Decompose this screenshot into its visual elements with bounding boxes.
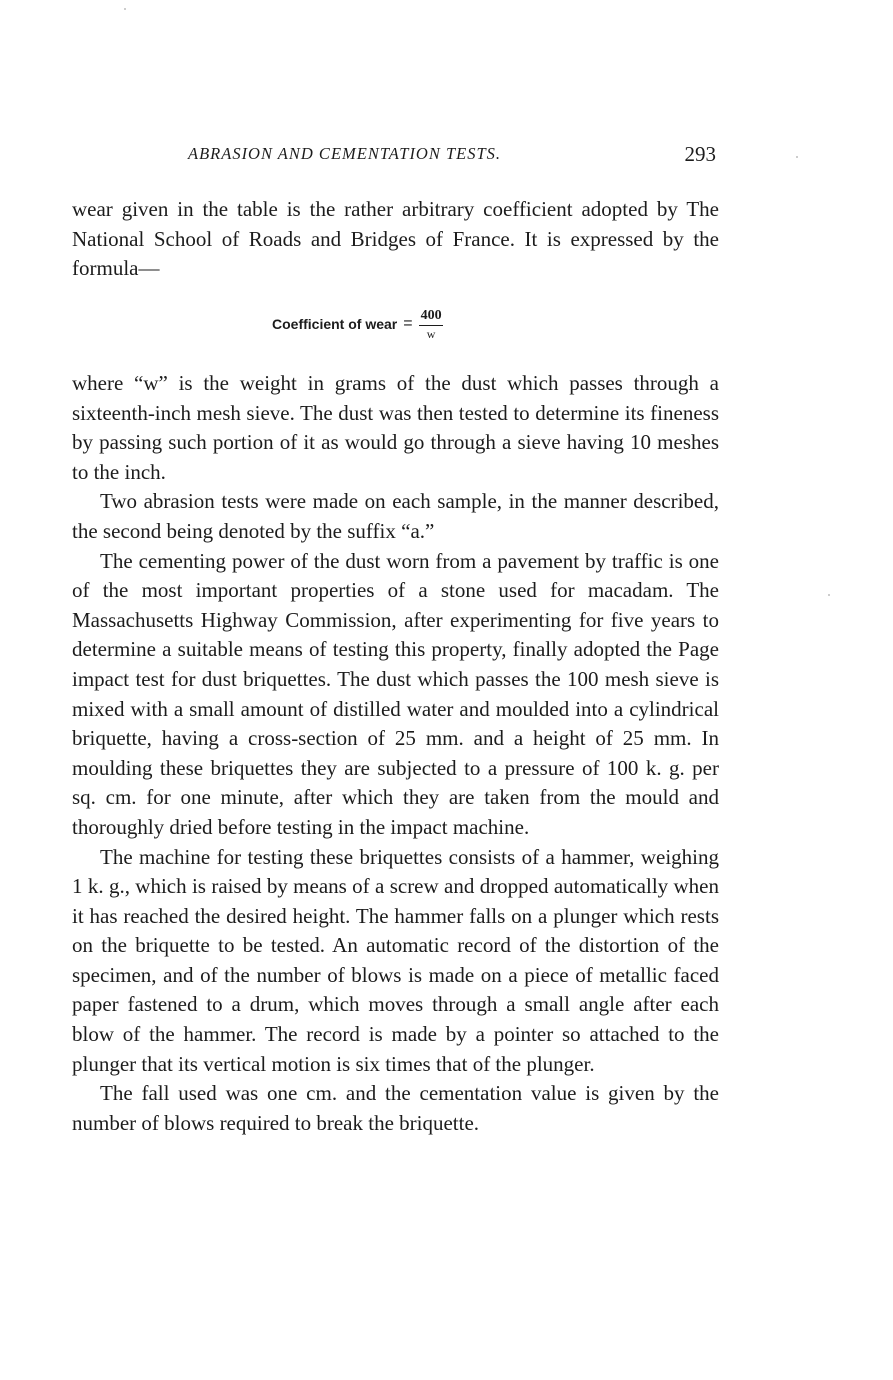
running-head (188, 144, 716, 168)
paragraph-5: The machine for testing these briquettes consists of a hammer, weighing 1 k. g., which is raised by means of a screw and dropped automatically when it has reached the desired height. The hammer falls on a plunger which rests on the briquette to be tested. An automatic record of the distortion of the specimen, and of the number of blows is made on a piece of metallic faced paper fastened to a drum, which moves through a small angle after each blow of the hammer. The record is made by a pointer so attached to the plunger that its vertical motion is six times that of the plunger. (72, 844, 719, 1076)
page-number: 293 (684, 142, 716, 166)
paragraph-6: The fall used was one cm. and the cementation value is given by the number of blows required to break the briquette. (72, 1081, 719, 1135)
paper-speck (828, 594, 830, 596)
paragraph-4: The cementing power of the dust worn from a pavement by traffic is one of the most important properties of a stone used for macadam. The Massachusetts Highway Commission, after experimenting for five years to determine a suitable means of testing this property, finally adopted the Page impact test for dust briquettes. The dust which passes the 100 mesh sieve is mixed with a small amount of distilled water and moulded into a cylindrical briquette, having a cross-section of 25 mm. and a height of 25 mm. In moulding these briquettes they are subjected to a pressure of 100 k. g. per sq. cm. for one minute, after which they are taken from the mould and thoroughly dried before testing in the impact machine. (72, 548, 719, 839)
paper-speck (124, 8, 126, 10)
paragraph-2: where “w” is the weight in grams of the dust which passes through a sixteenth-inch mesh sieve. The dust was then tested to determine its fineness by passing such portion of it as would go through a sieve having 10 meshes to the inch. (72, 371, 719, 484)
formula-fraction (419, 308, 444, 341)
running-title: ABRASION AND CEMENTATION TESTS. (188, 144, 502, 163)
coefficient-formula (272, 302, 444, 346)
main-text (72, 369, 719, 1138)
formula-equals: = (403, 315, 413, 332)
fraction-bar (419, 325, 443, 326)
paper-speck (796, 156, 798, 158)
paragraph-3: Two abrasion tests were made on each sample, in the manner described, the second being denoted by the suffix “a.” (72, 489, 719, 543)
opening-text (72, 195, 719, 284)
formula-label: Coefficient of wear (272, 316, 398, 332)
formula-denominator: w (426, 326, 436, 341)
paragraph-1: wear given in the table is the rather arbitrary coefficient adopted by The National School of Roads and Bridges of France. It is expressed by the formula— (72, 197, 719, 281)
formula-numerator: 400 (420, 307, 442, 323)
